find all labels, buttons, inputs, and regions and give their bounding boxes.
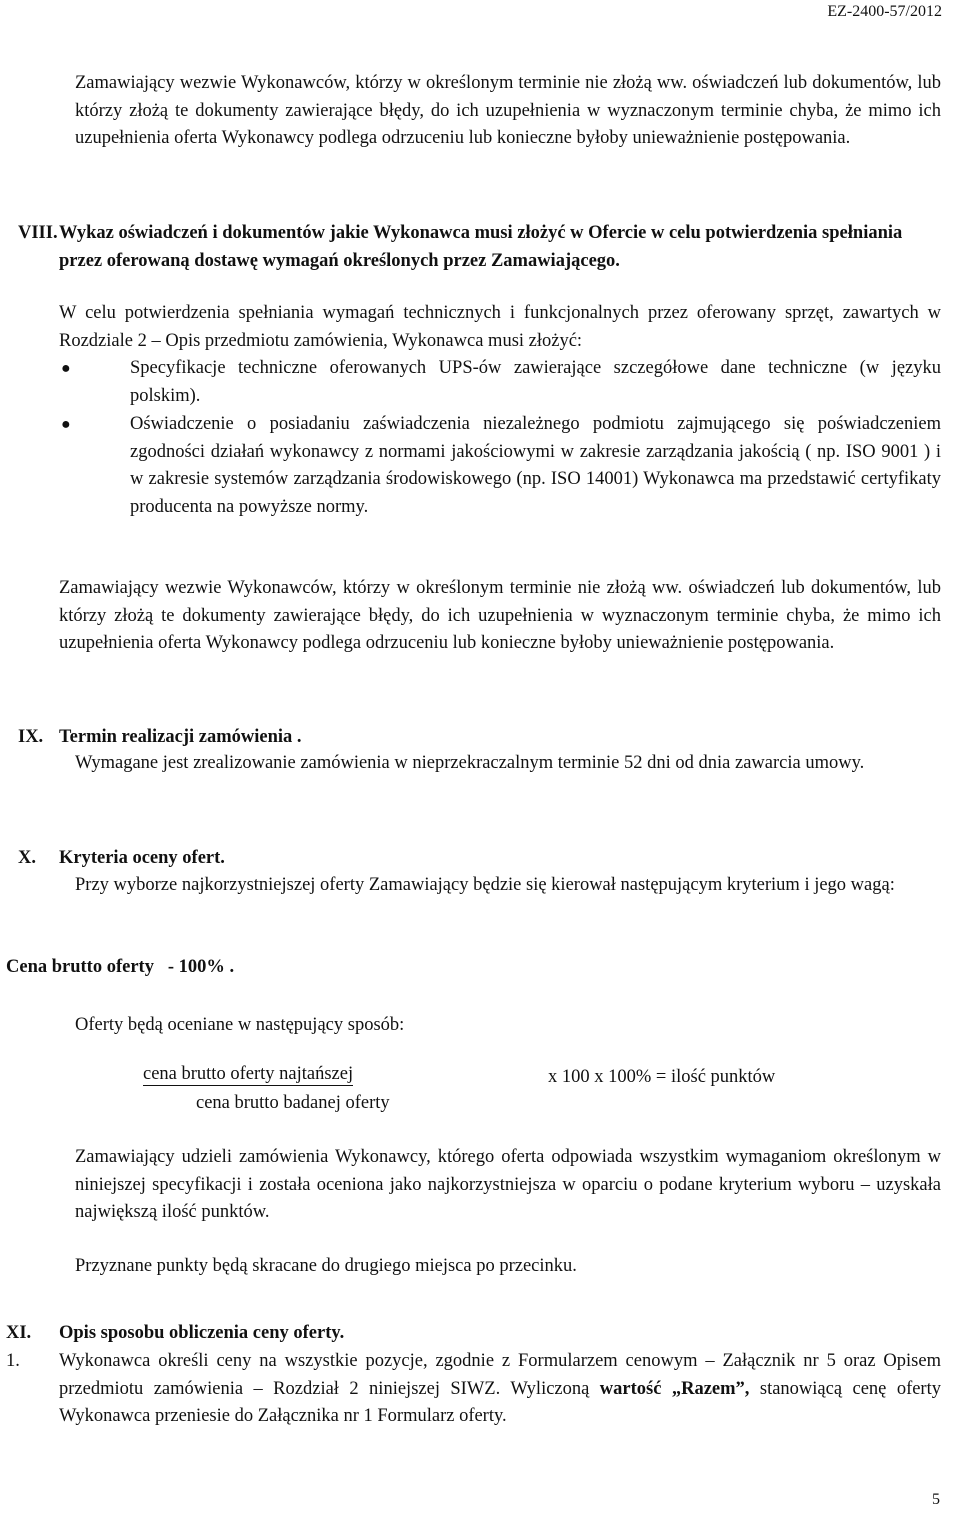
section-xi-title: Opis sposobu obliczenia ceny oferty.	[59, 1323, 345, 1343]
formula-numerator-line	[143, 1064, 353, 1092]
award-paragraph	[75, 1144, 941, 1227]
section-xi-item-text	[59, 1348, 941, 1431]
criterion-line: Cena brutto oferty - 100% .	[6, 957, 235, 977]
section-xi-item-part2: stanowiącą cenę oferty Wykonawca przeniesie do Załącznika nr 1 Formularz oferty.	[59, 1378, 941, 1426]
section-viii-title-text: Wykaz oświadczeń i dokumentów jakie Wykonawca musi złożyć w Ofercie w celu potwierdzenia spełniania przez oferowaną dostawę wymagań określonych przez Zamawiającego.	[59, 223, 903, 271]
section-viii-intro-text: W celu potwierdzenia spełniania wymagań technicznych i funkcjonalnych przez oferowany sprzęt, zawartych w Rozdziale 2 – Opis przedmiotu zamówienia, Wykonawca musi złożyć:	[59, 303, 941, 351]
bullet-icon: ●	[61, 360, 71, 377]
section-viii-number: VIII.	[18, 223, 58, 243]
section-x-number: X.	[18, 848, 36, 868]
section-xi-number: XI.	[6, 1323, 32, 1343]
bullet-item-1-text: Specyfikacje techniczne oferowanych UPS-ów zawierające szczegółowe dane techniczne (w języku polskim).	[130, 358, 941, 406]
method-intro: Oferty będą oceniane w następujący sposób:	[75, 1015, 405, 1035]
formula-numerator: cena brutto oferty najtańszej	[143, 1064, 354, 1084]
section-x-body	[75, 872, 941, 900]
bullet-item-2	[130, 411, 941, 521]
section-x-body-text: Przy wyborze najkorzystniejszej oferty Zamawiający będzie się kierował następującym kryterium i jego wagą:	[75, 875, 895, 895]
section-ix-body	[75, 750, 941, 778]
section-ix-title: Termin realizacji zamówienia .	[59, 727, 302, 747]
section-ix-body-text: Wymagane jest zrealizowanie zamówienia w nieprzekraczalnym terminie 52 dni od dnia zawarcia umowy.	[75, 753, 865, 773]
intro-paragraph	[75, 70, 941, 153]
section-viii-title	[59, 220, 941, 275]
section-xi-item-bold: wartość „Razem”,	[599, 1378, 750, 1399]
intro-paragraph-text: Zamawiający wezwie Wykonawców, którzy w określonym terminie nie złożą ww. oświadczeń lub dokumentów, lub którzy złożą te dokumenty zawierające błędy, do ich uzupełnienia w wyznaczonym terminie chyba, że mimo ich uzupełnienia oferta Wykonawcy podlega odrzuceniu lub konieczne byłoby unieważnienie postępowania.	[75, 73, 941, 148]
section-ix-number: IX.	[18, 727, 44, 747]
bullet-item-2-text: Oświadczenie o posiadaniu zaświadczenia niezależnego podmiotu zajmującego się poświadczeniem zgodności działań wykonawcy z normami jakościowymi w zakresie zarządzania jakością ( np. ISO 9001 ) i w zakresie systemów zarządzania środowiskowego (np. ISO 14001) Wykonawca ma przedstawić certyfikaty producenta na powyższe normy.	[130, 414, 941, 517]
award-paragraph-text: Zamawiający udzieli zamówienia Wykonawcy, którego oferta odpowiada wszystkim wymaganiom określonym w niniejszej specyfikacji i została oceniona jako najkorzystniejsza w oparciu o podane kryterium wyboru – uzyskała największą ilość punktów.	[75, 1147, 941, 1222]
page-number: 5	[932, 1491, 940, 1508]
section-xi-item-number: 1.	[6, 1351, 20, 1371]
section-viii-intro	[59, 300, 941, 355]
section-viii-closing	[59, 575, 941, 658]
bullet-item-1	[130, 355, 941, 410]
section-x-title: Kryteria oceny ofert.	[59, 848, 225, 868]
section-xi-item-part1: Wykonawca określi ceny na wszystkie pozycje, zgodnie z Formularzem cenowym – Załącznik nr 5 oraz Opisem przedmiotu zamówienia – Rozdział 2 niniejszej SIWZ. Wyliczoną	[59, 1351, 941, 1399]
formula-denominator: cena brutto badanej oferty	[196, 1093, 390, 1113]
section-viii-closing-text: Zamawiający wezwie Wykonawców, którzy w określonym terminie nie złożą ww. oświadczeń lub dokumentów, lub którzy złożą te dokumenty zawierające błędy, do ich uzupełnienia w wyznaczonym terminie chyba, że mimo ich uzupełnienia oferta Wykonawcy podlega odrzuceniu lub konieczne byłoby unieważnienie postępowania.	[59, 578, 941, 653]
section-xi-item	[59, 1348, 941, 1431]
formula-result: x 100 x 100% = ilość punktów	[548, 1067, 776, 1087]
bullet-icon: ●	[61, 416, 71, 433]
document-id: EZ-2400-57/2012	[827, 3, 942, 20]
rounding-note: Przyznane punkty będą skracane do drugiego miejsca po przecinku.	[75, 1256, 577, 1276]
